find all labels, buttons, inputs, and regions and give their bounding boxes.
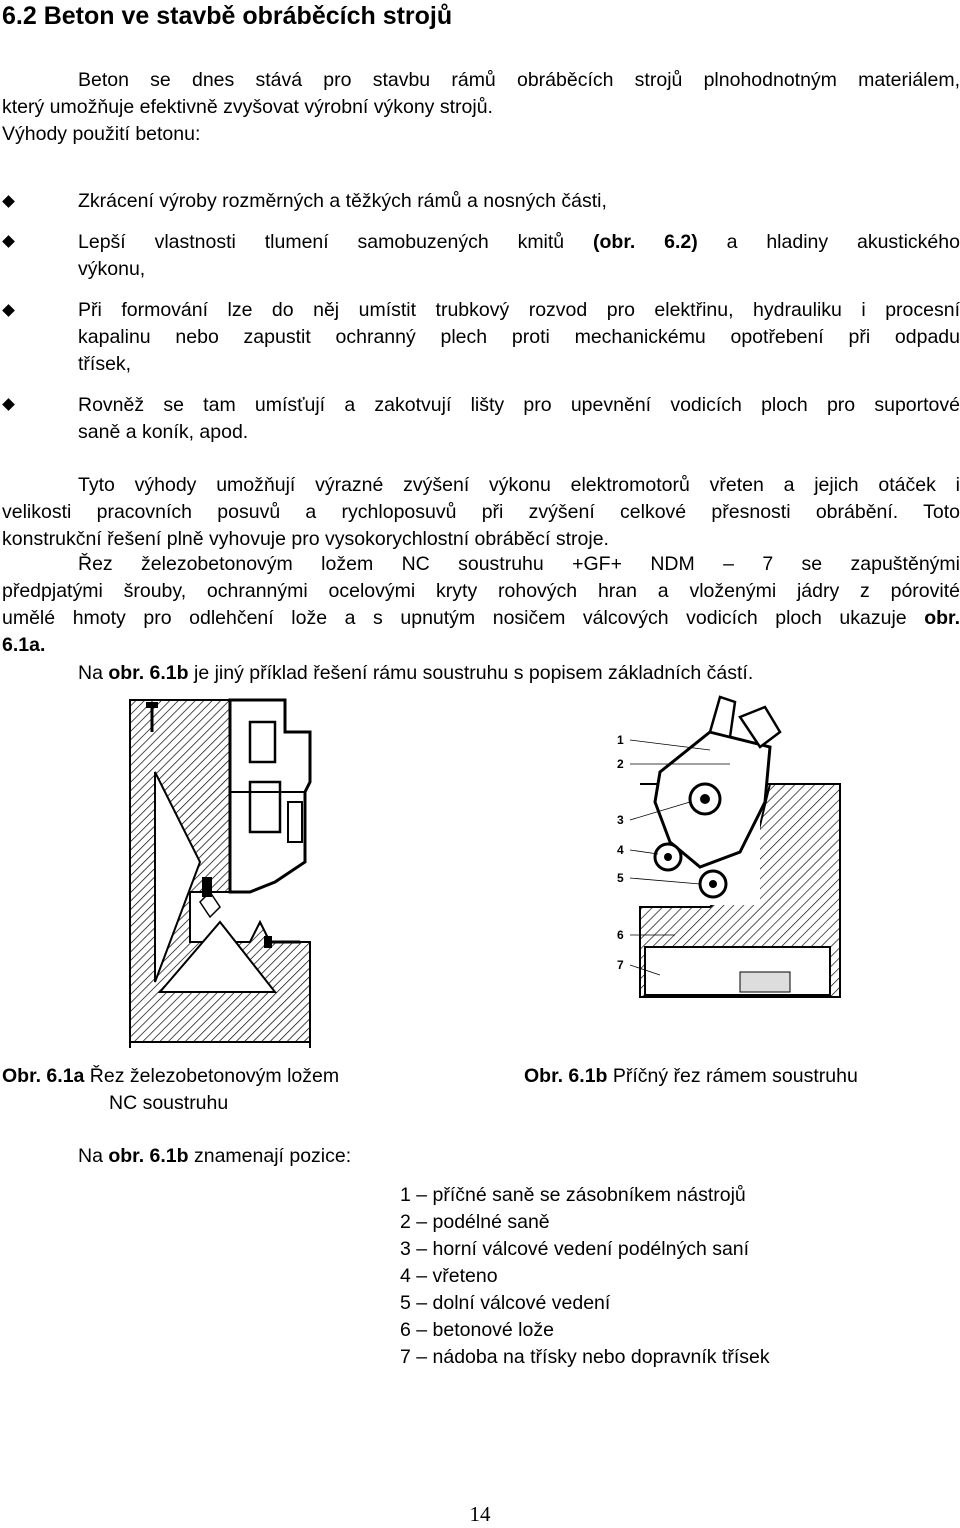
legend-item: 4 – vřeteno [400, 1265, 498, 1287]
bullet-4-line-2: saně a koník, apod. [78, 421, 249, 443]
figure-reference: 6.1a. [2, 634, 46, 656]
figure-number-2: 2 [617, 757, 624, 771]
figure-reference: obr. 6.1b [108, 1145, 189, 1167]
legend-intro: Na obr. 6.1b znamenají pozice: [78, 1145, 352, 1167]
bullet-3-line-3: třísek, [78, 353, 132, 375]
bullet-1-text: Zkrácení výroby rozměrných a těžkých rámů a nosných části, [78, 190, 607, 212]
bullet-icon [2, 398, 15, 411]
bullet-icon [2, 195, 15, 208]
legend-item: 5 – dolní válcové vedení [400, 1292, 611, 1314]
para3-line-3: umělé hmoty pro odlehčení lože a s upnutým nosičem válcových vodicích ploch ukazuje obr. [2, 607, 960, 629]
para3-line-2: předpjatými šrouby, ochrannými ocelovými kryty rohových hran a vloženými jádry z pórovité [2, 580, 960, 602]
page-number: 14 [469, 1502, 491, 1526]
bullet-3-line-1: Při formování lze do něj umístit trubkový rozvod pro elektřinu, hydrauliku i procesní [78, 299, 960, 321]
caption-figure-6-1a-line-2: NC soustruhu [109, 1092, 229, 1114]
legend-item: 2 – podélné saně [400, 1211, 550, 1233]
figure-number-1: 1 [617, 733, 624, 747]
bullet-3-line-2: kapalinu nebo zapustit ochranný plech proti mechanickému opotřebení při odpadu [78, 326, 960, 348]
intro-line-1: Beton se dnes stává pro stavbu rámů obráběcích strojů plnohodnotným materiálem, [78, 69, 960, 91]
para4: Na obr. 6.1b je jiný příklad řešení rámu soustruhu s popisem základních částí. [78, 662, 754, 684]
figure-number-6: 6 [617, 928, 624, 942]
bullet-2-line-1: Lepší vlastnosti tlumení samobuzených kmitů (obr. 6.2) a hladiny akustického [78, 231, 960, 253]
figure-reference: (obr. 6.2) [593, 231, 698, 253]
caption-figure-6-1b: Obr. 6.1b Příčný řez rámem soustruhu [524, 1065, 858, 1087]
para3-line-1: Řez železobetonovým ložem NC soustruhu +GF+ NDM – 7 se zapuštěnými [78, 553, 960, 575]
figure-number-7: 7 [617, 958, 624, 972]
legend-item: 7 – nádoba na třísky nebo dopravník třísek [400, 1346, 770, 1368]
bullet-4-line-1: Rovněž se tam umísťují a zakotvují lišty pro upevnění vodicích ploch pro suportové [78, 394, 960, 416]
figure-6-1a-bed-section [110, 692, 340, 1052]
figure-reference: obr. [924, 607, 960, 629]
figure-6-1b-frame-section [600, 692, 870, 1010]
caption-figure-6-1a: Obr. 6.1a Řez železobetonovým ložem [2, 1065, 340, 1087]
para2-line-3: konstrukční řešení plně vyhovuje pro vysokorychlostní obráběcí stroje. [2, 528, 609, 550]
legend-item: 6 – betonové lože [400, 1319, 554, 1341]
figure-reference: obr. 6.1b [108, 662, 189, 684]
para3-line-4 [2, 632, 45, 659]
legend-item: 1 – příčné saně se zásobníkem nástrojů [400, 1184, 746, 1206]
legend-item: 3 – horní válcové vedení podélných saní [400, 1238, 750, 1260]
bullet-2-line-2: výkonu, [78, 258, 146, 280]
section-heading: 6.2 Beton ve stavbě obráběcích strojů [2, 2, 453, 30]
figure-number-3: 3 [617, 813, 624, 827]
intro-line-3: Výhody použití betonu: [2, 123, 201, 145]
bullet-icon [2, 304, 15, 317]
para2-line-2: velikosti pracovních posuvů a rychloposuvů při zvýšení celkové přesnosti obrábění. Toto [2, 501, 960, 523]
figure-number-4: 4 [617, 843, 624, 857]
bullet-icon [2, 235, 15, 248]
para2-line-1: Tyto výhody umožňují výrazné zvýšení výkonu elektromotorů vřeten a jejich otáček i [78, 474, 960, 496]
figure-number-5: 5 [617, 871, 624, 885]
intro-line-2: který umožňuje efektivně zvyšovat výrobní výkony strojů. [2, 96, 493, 118]
